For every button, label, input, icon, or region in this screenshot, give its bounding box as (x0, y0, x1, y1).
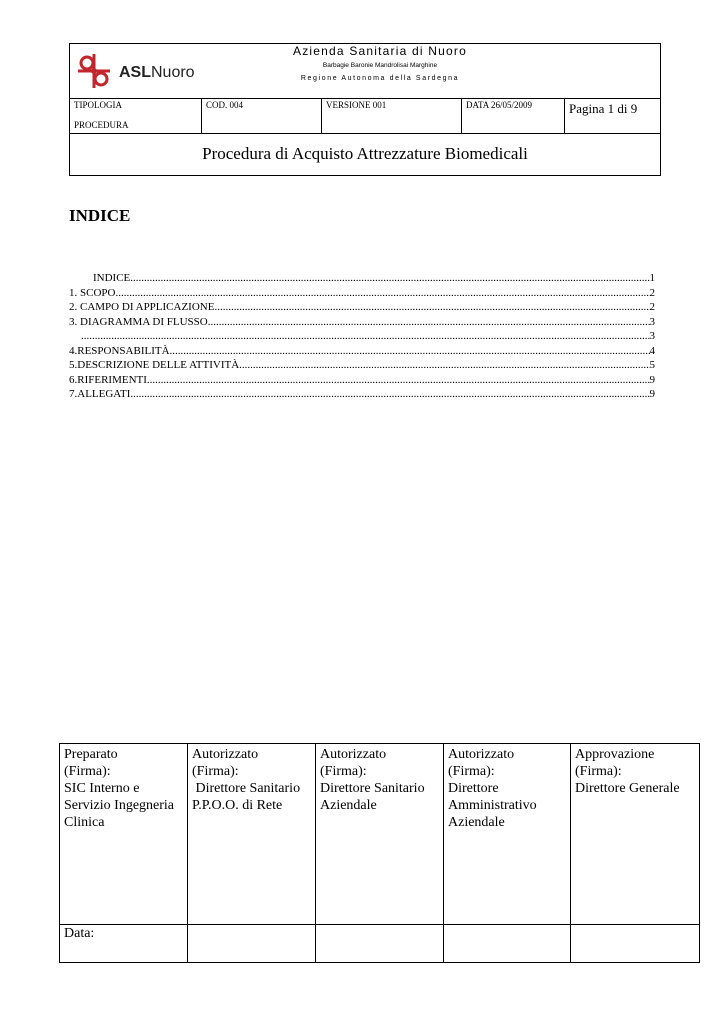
signature-column-autorizzato-2 (316, 744, 444, 962)
signature-column-approvazione (571, 744, 698, 962)
document-header (69, 43, 661, 176)
toc-entry[interactable]: 4.RESPONSABILITÀ ..... 4 (69, 344, 655, 359)
signature-cell: Autorizzato (Firma): Direttore Amministrativo Aziendale (448, 747, 537, 830)
tipologia-cell (70, 98, 202, 133)
signature-divider (60, 924, 699, 925)
table-of-contents (69, 271, 655, 402)
org-name: Azienda Sanitaria di Nuoro (293, 44, 467, 58)
signature-cell: Autorizzato (Firma): Direttore Sanitario Aziendale (320, 747, 425, 813)
cod-cell: COD. 004 (202, 98, 322, 133)
document-title: Procedura di Acquisto Attrezzature Biomedicali (202, 144, 528, 163)
signature-cell: Approvazione (Firma): Direttore Generale (575, 747, 680, 796)
toc-entry[interactable]: 6.RIFERIMENTI ..... 9 (69, 373, 655, 388)
signature-column-autorizzato-1 (188, 744, 316, 962)
tipologia-label: TIPOLOGIA (74, 100, 122, 110)
toc-entry[interactable]: 1. SCOPO ..... 2 (69, 286, 655, 301)
header-top (70, 44, 660, 99)
signature-cell: Autorizzato (Firma): Direttore Sanitario P.P.O.O. di Rete (192, 747, 301, 813)
data-cell: DATA 26/05/2009 (462, 98, 565, 133)
asl-logo (74, 52, 204, 92)
toc-entry[interactable]: 2. CAMPO DI APPLICAZIONE ..... 2 (69, 300, 655, 315)
indice-heading: INDICE (69, 206, 131, 225)
signature-column-autorizzato-3 (444, 744, 571, 962)
toc-entry[interactable]: ..... 3 (69, 329, 655, 344)
org-subtitle: Barbagie Baronie Mandrolisai Marghine (322, 62, 438, 69)
org-region: Regione Autonoma della Sardegna (300, 75, 460, 82)
signature-cell: Preparato (Firma): SIC Interno e Servizio Ingegneria Clinica (64, 747, 175, 830)
asl-cross-icon (74, 52, 114, 90)
logo-text: ASLNuoro (119, 64, 195, 81)
toc-entry[interactable]: 7.ALLEGATI ..... 9 (69, 387, 655, 402)
data-label: Data: (64, 926, 95, 941)
header-info-row (70, 98, 660, 134)
pagina-cell: Pagina 1 di 9 (569, 101, 638, 116)
tipologia-value: PROCEDURA (74, 120, 129, 130)
toc-entry[interactable]: INDICE ..... 1 (69, 271, 655, 286)
signature-table (59, 743, 700, 963)
toc-entry[interactable]: 5.DESCRIZIONE DELLE ATTIVITÀ ..... 5 (69, 358, 655, 373)
toc-entry[interactable]: 3. DIAGRAMMA DI FLUSSO ..... 3 (69, 315, 655, 330)
versione-cell: VERSIONE 001 (322, 98, 462, 133)
